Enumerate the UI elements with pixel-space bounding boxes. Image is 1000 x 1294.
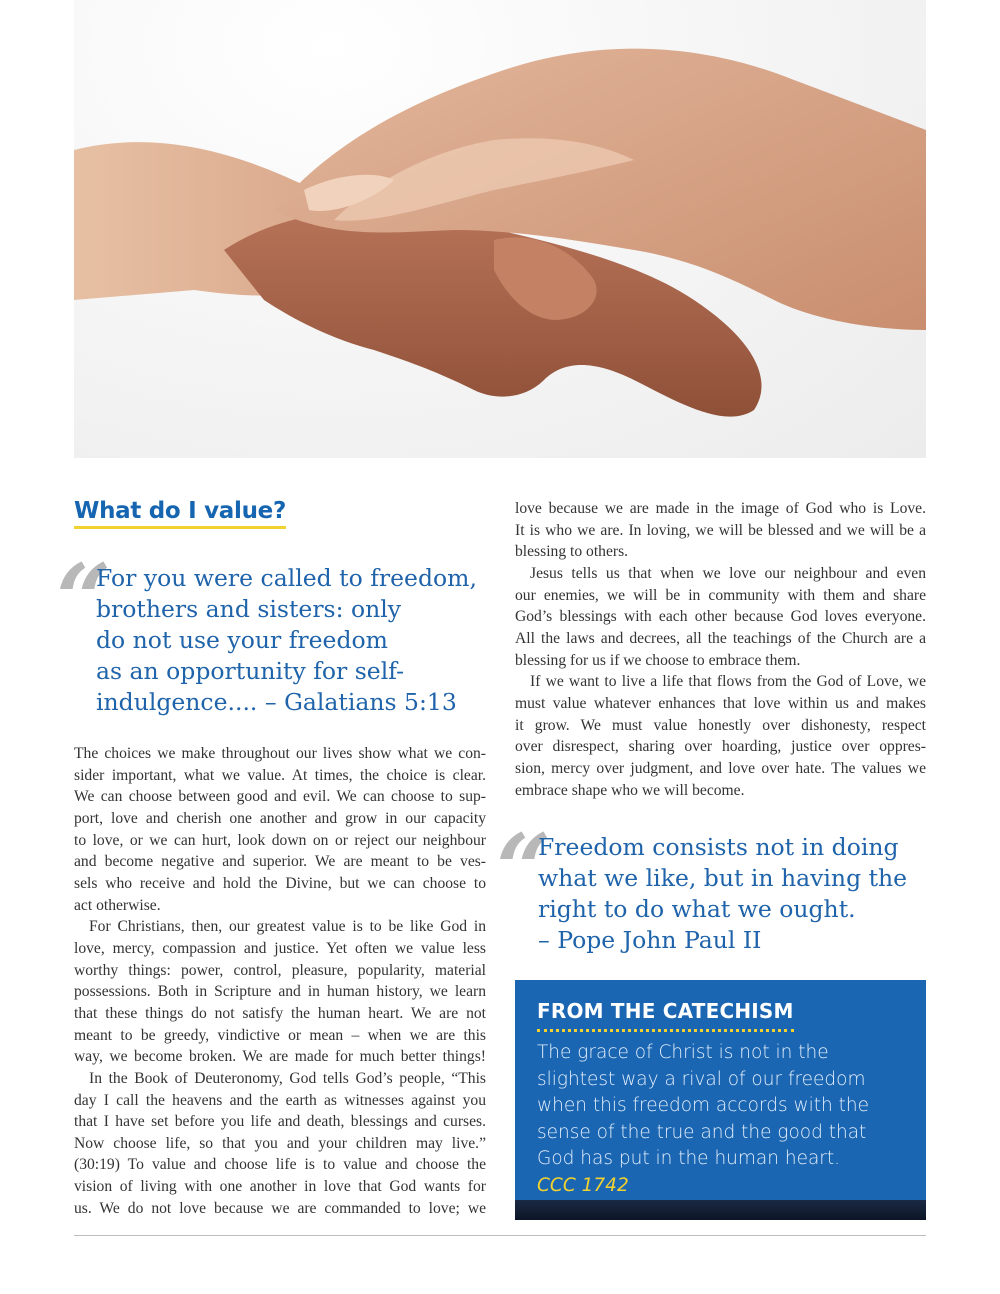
text-line: The choices we make throughout our lives show what we con-	[74, 745, 486, 762]
quote-line: as an opportunity for self-	[96, 657, 405, 685]
quote-line: what we like, but in having the	[538, 864, 908, 892]
paragraph	[515, 498, 926, 563]
text-line: sion, mercy over judgment, and love over hate. The values we	[515, 759, 926, 777]
text-line: port, love and cherish one another and grow in our capacity	[74, 809, 486, 827]
paragraph	[74, 916, 486, 1068]
text-line: our enemies, we will be in community with them and share	[515, 586, 926, 604]
paragraph	[515, 563, 926, 671]
text-line: must value whatever enhances that love within us and makes	[515, 694, 926, 712]
footer-divider	[74, 1235, 926, 1236]
box-footer-bar	[515, 1200, 926, 1220]
catechism-title: FROM THE CATECHISM	[537, 999, 794, 1032]
text-line: All the laws and decrees, all the teachings of the Church are a	[515, 629, 926, 647]
catechism-line: The grace of Christ is not in the	[537, 1042, 829, 1063]
text-line: God’s blessings with each other because God loves everyone.	[515, 608, 926, 626]
left-column	[74, 743, 486, 1219]
text-line: over disrespect, sharing over hoarding, justice over oppres-	[515, 738, 926, 756]
quote-mark-icon: “	[56, 543, 112, 656]
text-line: sider important, what we value. At times, the choice is clear.	[74, 766, 486, 784]
quote-line: – Pope John Paul II	[538, 926, 762, 954]
text-line: day I call the heavens and the earth as witnesses against you	[74, 1091, 486, 1109]
quote-line: brothers and sisters: only	[96, 595, 402, 623]
right-column	[515, 498, 926, 801]
quote-line: For you were called to freedom,	[96, 564, 477, 592]
paragraph	[74, 1068, 486, 1220]
text-line: meant to be greedy, vindictive or mean – when we are this	[74, 1026, 486, 1044]
text-line: If we want to live a life that flows from the God of Love, we	[530, 673, 926, 691]
page-heading: What do I value?	[74, 497, 286, 529]
quote-line: Freedom consists not in doing	[538, 833, 899, 861]
text-line: For Christians, then, our greatest value is to be like God in	[89, 918, 486, 936]
text-line: and become negative and superior. We are meant to be ves-	[74, 853, 486, 871]
text-line: to love, or we can hurt, look down on or reject our neighbour	[74, 831, 486, 849]
pope-quote	[538, 832, 908, 956]
text-line: (30:19) To value and choose life is to value and choose the	[74, 1156, 486, 1174]
text-line: sels who receive and hold the Divine, but we can choose to	[74, 874, 486, 892]
text-line: In the Book of Deuteronomy, God tells God’s people, “This	[89, 1069, 486, 1087]
text-line: way, we become broken. We are made for much better things!	[74, 1048, 486, 1066]
text-line: it grow. We must value honestly over dishonesty, respect	[515, 716, 926, 734]
text-line: vision of living with one another in love that God wants for	[74, 1178, 486, 1196]
catechism-line: God has put in the human heart.	[537, 1148, 841, 1169]
text-line: It is who we are. In loving, we will be blessed and we will be a	[515, 521, 926, 539]
text-line: love because we are made in the image of God who is Love.	[515, 500, 926, 517]
text-line: act otherwise.	[74, 896, 161, 914]
text-line: worthy things: power, control, pleasure, popularity, material	[74, 961, 486, 979]
paragraph	[74, 743, 486, 916]
catechism-text	[537, 1040, 917, 1199]
text-line: that I have set before you life and death, blessings and curses.	[74, 1113, 486, 1131]
quote-mark-icon: “	[496, 813, 552, 926]
catechism-line: when this freedom accords with the	[537, 1095, 869, 1116]
catechism-box	[515, 980, 926, 1220]
text-line: blessing to others.	[515, 543, 629, 561]
text-line: embrace shape who we will become.	[515, 781, 745, 799]
text-line: that these things do not satisfy the human heart. We are not	[74, 1004, 486, 1022]
text-line: love, mercy, compassion and justice. Yet often we value less	[74, 939, 486, 957]
text-line: Jesus tells us that when we love our neighbour and even	[530, 564, 926, 582]
catechism-line: slightest way a rival of our freedom	[537, 1068, 866, 1090]
catechism-citation: CCC 1742	[537, 1174, 629, 1196]
text-line: possessions. Both in Scripture and in human history, we learn	[74, 983, 486, 1001]
quote-line: right to do what we ought.	[538, 895, 856, 923]
hands-photo	[74, 0, 926, 458]
text-line: blessing for us if we choose to embrace them.	[515, 651, 801, 669]
paragraph	[515, 671, 926, 801]
catechism-line: sense of the true and the good that	[537, 1121, 867, 1143]
text-line: We can choose between good and evil. We can choose to sup-	[74, 788, 486, 806]
quote-line: indulgence.... – Galatians 5:13	[96, 688, 457, 716]
text-line: us. We do not love because we are commanded to love; we	[74, 1199, 486, 1217]
text-line: Now choose life, so that you and your children may live.”	[74, 1134, 486, 1152]
quote-line: do not use your freedom	[96, 626, 388, 654]
galatians-quote	[96, 563, 476, 718]
